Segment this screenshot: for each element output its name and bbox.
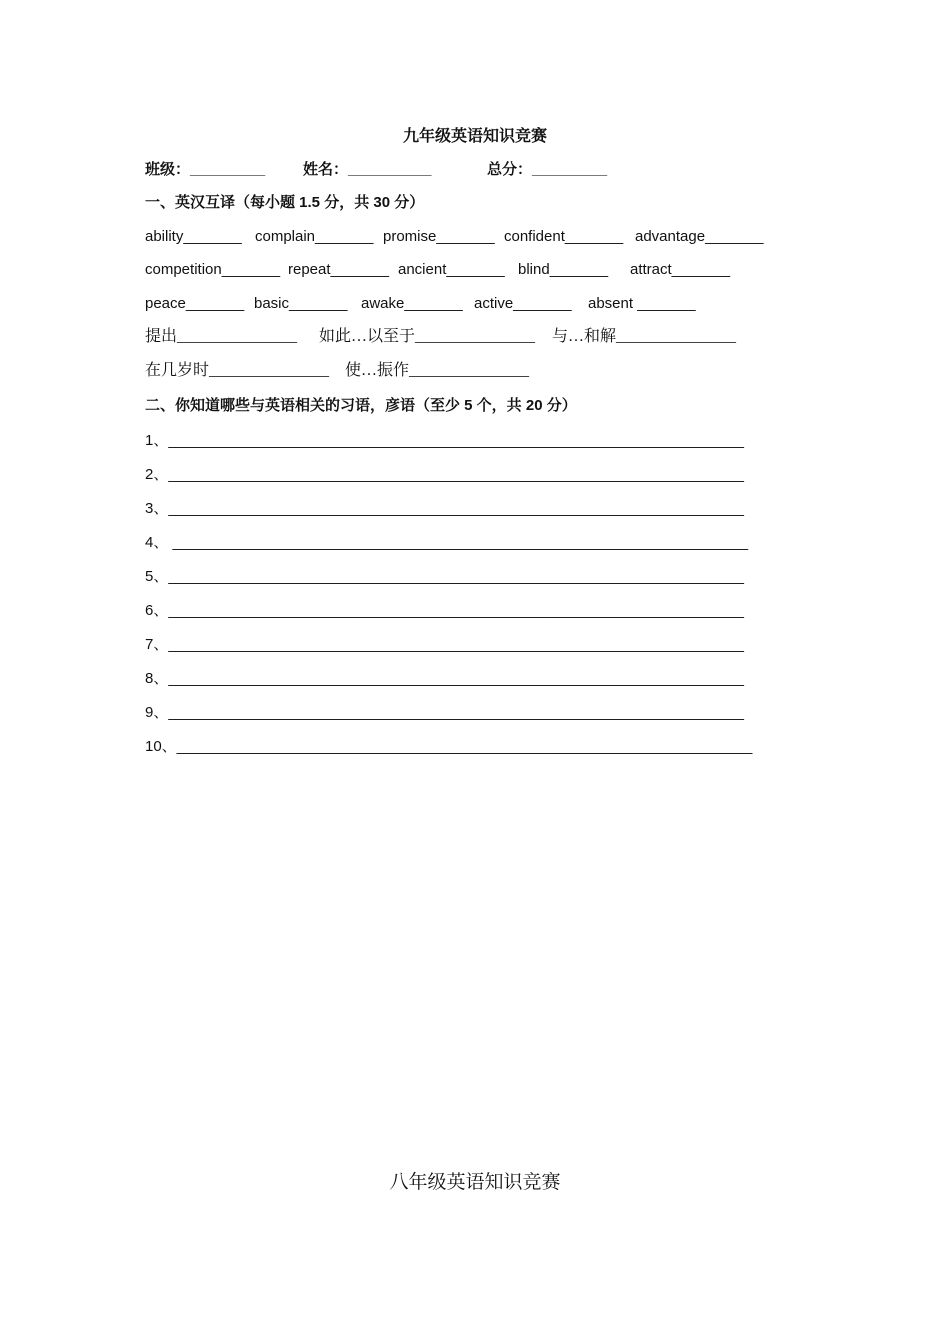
vocab-item: confident_______ [504,228,624,245]
vocab-item: 在几岁时_______________ [145,362,330,379]
vocab-item: blind_______ [518,261,609,278]
vocab-item: 如此…以至于_______________ [319,328,536,345]
section1-heading: 一、英汉互译（每小题 1.5 分，共 30 分） [145,194,425,211]
answer-line: 5、_____________________________________________________________________ [145,568,744,585]
answer-line: 7、_____________________________________________________________________ [145,636,744,653]
answer-line: 4、 _____________________________________________________________________ [145,534,749,551]
header-fields [145,160,845,180]
next-page-title: 八年级英语知识竞赛 [389,1172,561,1193]
vocab-item: peace_______ [145,295,245,312]
vocab-item: complain_______ [255,228,374,245]
page-title: 九年级英语知识竞赛 [402,128,547,145]
answer-line: 9、_____________________________________________________________________ [145,704,744,721]
section2-heading: 二、你知道哪些与英语相关的习语，彦语（至少 5 个，共 20 分） [145,397,577,414]
vocab-row-5 [145,361,845,383]
vocab-item: ancient_______ [398,261,505,278]
answer-line: 3、_____________________________________________________________________ [145,500,744,517]
vocab-item: basic_______ [254,295,348,312]
answer-line: 8、_____________________________________________________________________ [145,670,744,687]
name-field: 姓名：__________ [303,161,432,178]
vocab-item: absent _______ [588,295,696,312]
vocab-item: ability_______ [145,228,242,245]
answer-line: 6、_____________________________________________________________________ [145,602,744,619]
vocab-row-2 [145,260,845,280]
vocab-row-3 [145,294,845,314]
answer-line: 2、_____________________________________________________________________ [145,466,744,483]
answer-line: 1、_____________________________________________________________________ [145,432,744,449]
answer-line: 10、_____________________________________________________________________ [145,738,753,755]
vocab-item: attract_______ [630,261,731,278]
vocab-item: advantage_______ [635,228,764,245]
vocab-row-4 [145,327,845,349]
vocab-item: active_______ [474,295,572,312]
vocab-item: awake_______ [361,295,463,312]
score-field: 总分：_________ [487,161,608,178]
vocab-item: 使…振作_______________ [345,362,530,379]
vocab-item: competition_______ [145,261,281,278]
vocab-item: 与…和解_______________ [552,328,737,345]
vocab-item: repeat_______ [288,261,389,278]
vocab-item: 提出_______________ [145,328,298,345]
vocab-row-1 [145,227,845,247]
vocab-item: promise_______ [383,228,495,245]
class-field: 班级：_________ [145,161,266,178]
